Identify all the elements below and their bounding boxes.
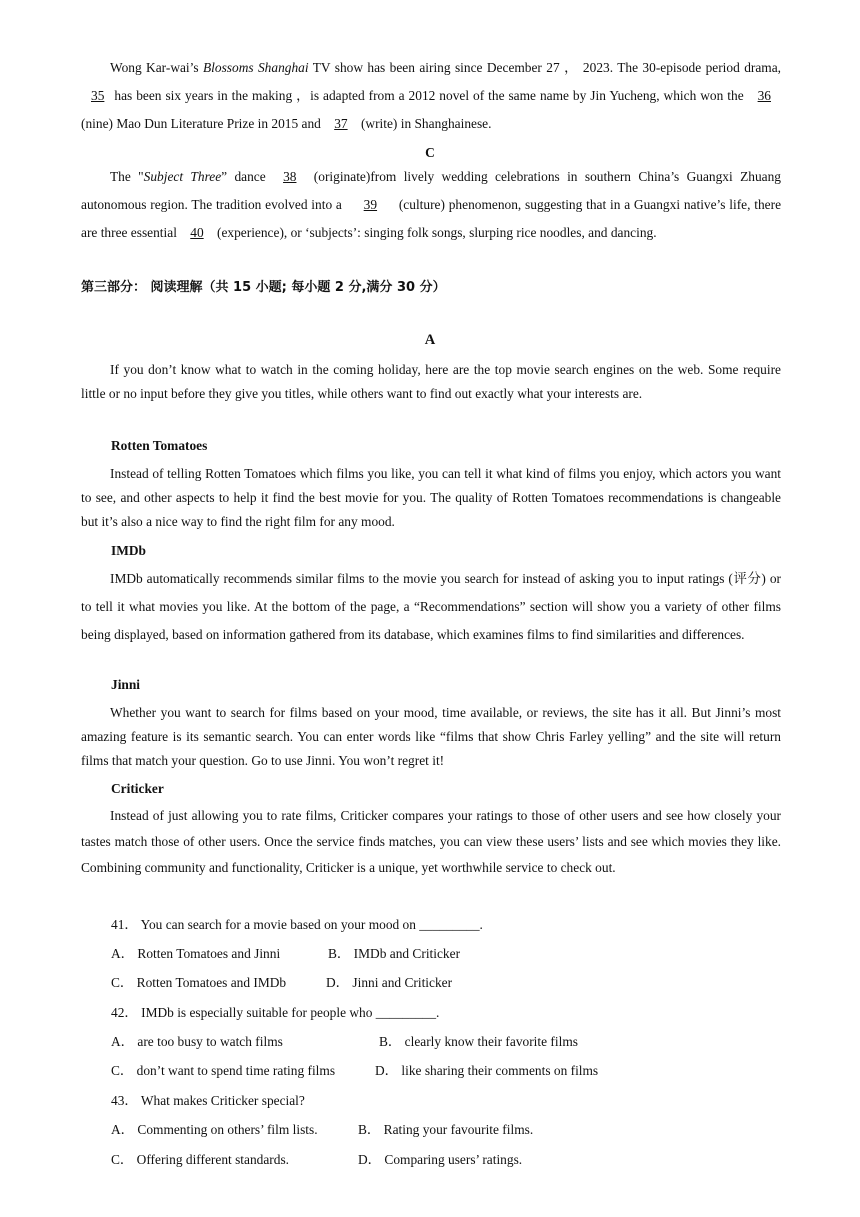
section-title-rotten-tomatoes: Rotten Tomatoes (111, 438, 208, 453)
blank-39[interactable]: 39 (363, 197, 378, 212)
blank-37[interactable]: 37 (334, 116, 348, 131)
section-title-criticker: Criticker (111, 781, 164, 796)
text: (originate)from lively wedding celebrations in southern China’s Guangxi Zhuang autonomous region. The tradition evolved into a (81, 169, 781, 212)
text: ” dance (221, 169, 274, 184)
question-41-option-c[interactable]: C． Rotten Tomatoes and IMDb (111, 975, 287, 990)
question-43-option-b[interactable]: B． Rating your favourite films. (358, 1122, 534, 1137)
text: (experience), or ‘subjects’: singing folk songs, slurping rice noodles, and dancing. (213, 225, 657, 240)
passage-c-heading: C (425, 145, 435, 160)
question-43-option-a[interactable]: A． Commenting on others’ film lists. (111, 1122, 318, 1137)
blank-38[interactable]: 38 (283, 169, 297, 184)
text: TV show has been airing since December 27 ， 2023. The 30-episode period drama, (308, 60, 781, 75)
question-43-option-c[interactable]: C． Offering different standards. (111, 1152, 290, 1167)
question-43-stem: 43． What makes Criticker special? (111, 1093, 305, 1108)
question-42-option-b[interactable]: B． clearly know their favorite films (379, 1034, 578, 1049)
text: (culture) phenomenon, suggesting that in a Guangxi native’s life, there are three essential (81, 197, 782, 240)
blank-40[interactable]: 40 (190, 225, 204, 240)
question-41-option-d[interactable]: D． Jinni and Criticker (326, 975, 453, 990)
text: has been six years in the making ，is adapted from a 2012 novel of the same name by Jin Yucheng, which won the (114, 88, 748, 103)
section-text-imdb: IMDb automatically recommends similar films to the movie you search for instead of asking you to input ratings (评分) or to tell it what movies you like. At the bottom of the page, a “Recommendations” section will show you a variety of other films being displayed, based on information gathered from its database, which examines films to find similarities and differences. (81, 571, 781, 642)
question-41-stem: 41． You can search for a movie based on your mood on _________. (111, 917, 483, 932)
text: Wong Kar-wai’s (110, 60, 203, 75)
show-title: Blossoms Shanghai (202, 60, 309, 75)
section-title-jinni: Jinni (111, 677, 141, 692)
passage-c-paragraph (81, 163, 781, 247)
section-text-criticker: Instead of just allowing you to rate films, Criticker compares your ratings to those of other users and see how closely your tastes match those of other users. Once the service finds matches, you can view these users’ lists and see which movies they like. Combining community and functionality, Criticker is a unique, yet worthwhile service to check out. (81, 808, 781, 875)
reading-a-heading: A (424, 332, 436, 348)
part3-heading: 第三部分： 阅读理解（共 15 小题; 每小题 2 分,满分 30 分） (81, 280, 446, 295)
blank-36[interactable]: 36 (757, 88, 771, 103)
section-title-imdb: IMDb (111, 543, 146, 558)
text: (nine) Mao Dun Literature Prize in 2015 and (81, 116, 325, 131)
question-43-option-d[interactable]: D． Comparing users’ ratings. (358, 1152, 523, 1167)
passage-b-paragraph (81, 54, 781, 138)
question-41-option-a[interactable]: A． Rotten Tomatoes and Jinni (111, 946, 281, 961)
text: The " (110, 169, 144, 184)
blank-35[interactable]: 35 (91, 88, 105, 103)
reading-a-intro: If you don’t know what to watch in the coming holiday, here are the top movie search engines on the web. Some require little or no input before they give you titles, while others want to find out exactly what your interests are. (81, 362, 781, 401)
section-text-rotten-tomatoes: Instead of telling Rotten Tomatoes which films you like, you can tell it what kind of films you enjoy, which actors you want to see, and other aspects to help it find the best movie for you. The quality of Rotten Tomatoes recommendations is changeable but it’s also a nice way to find the right film for any mood. (81, 466, 781, 529)
question-42-option-d[interactable]: D． like sharing their comments on films (375, 1063, 599, 1078)
question-42-option-a[interactable]: A． are too busy to watch films (111, 1034, 283, 1049)
question-41-option-b[interactable]: B． IMDb and Criticker (328, 946, 461, 961)
question-42-stem: 42． IMDb is especially suitable for people who _________. (111, 1005, 440, 1020)
dance-title: Subject Three (143, 169, 222, 184)
text: (write) in Shanghainese. (357, 116, 492, 131)
section-text-jinni: Whether you want to search for films based on your mood, time available, or reviews, the site has it all. But Jinni’s most amazing feature is its semantic search. You can enter words like “films that show Chris Farley yelling” and the site will return films that match your question. Go to use Jinni. You won’t regret it! (81, 705, 781, 768)
question-42-option-c[interactable]: C． don’t want to spend time rating films (111, 1063, 336, 1078)
